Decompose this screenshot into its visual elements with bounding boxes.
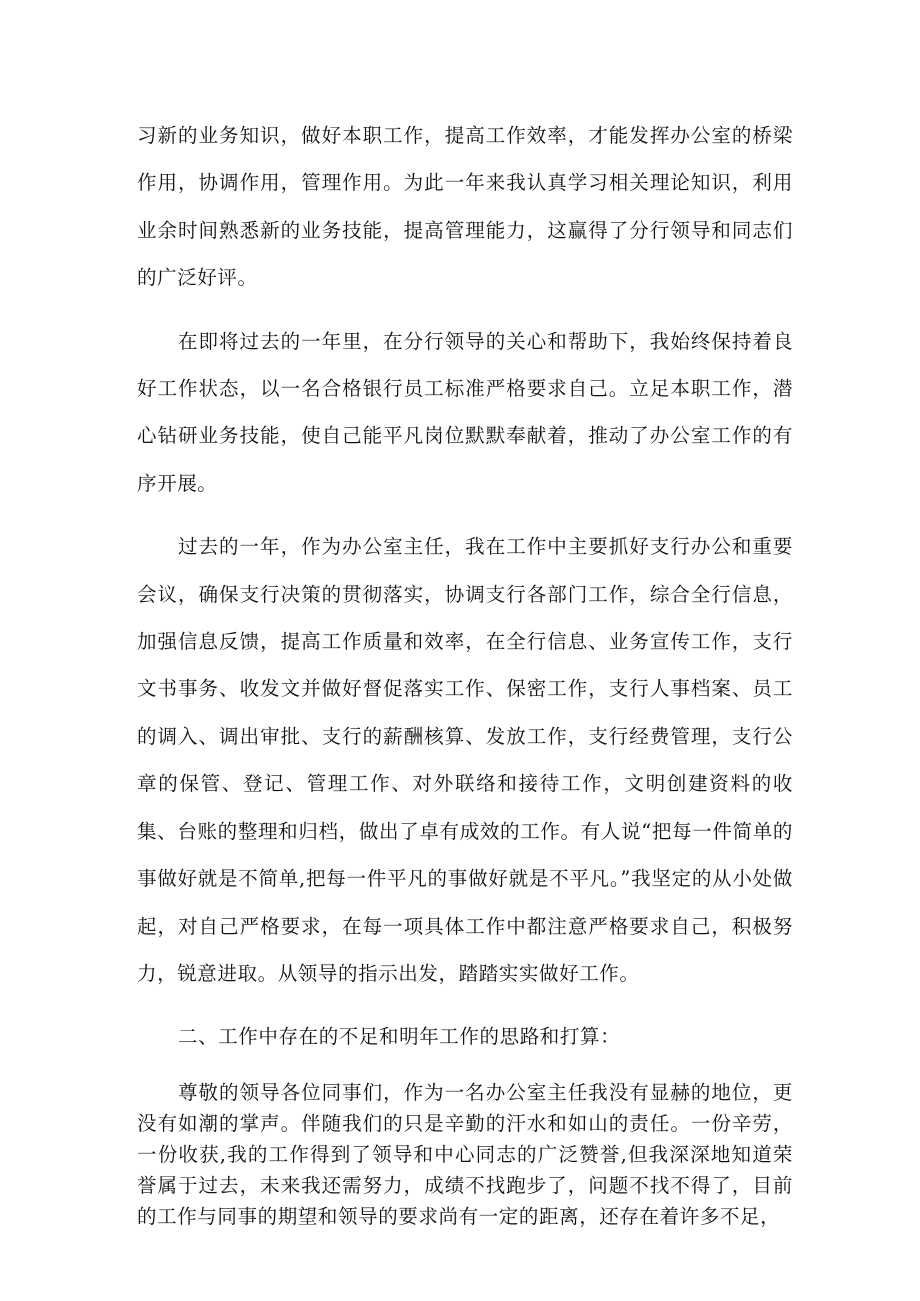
paragraph-gap	[137, 997, 793, 1013]
paragraph-gap	[137, 507, 793, 523]
paragraph-gap	[137, 1061, 793, 1077]
paragraph-5: 尊敬的领导各位同事们，作为一名办公室主任我没有显赫的地位，更没有如潮的掌声。伴随我们的只是辛勤的汗水和如山的责任。一份辛劳，一份收获,我的工作得到了领导和中心同志的广泛赞誉,但我深深地知道荣誉属于过去，未来我还需努力，成绩不找跑步了，问题不找不得了，目前的工作与同事的期望和领导的要求尚有一定的距离，还存在着许多不足，	[137, 1080, 793, 1228]
paragraph-2: 在即将过去的一年里，在分行领导的关心和帮助下，我始终保持着良好工作状态，以一名合格银行员工标准严格要求自己。立足本职工作，潜心钻研业务技能，使自己能平凡岗位默默奉献着，推动了办公室工作的有序开展。	[137, 329, 793, 495]
document-body	[137, 112, 793, 1232]
paragraph-gap	[137, 302, 793, 318]
paragraph-3: 过去的一年，作为办公室主任，我在工作中主要抓好支行办公和重要会议，确保支行决策的贯彻落实，协调支行各部门工作，综合全行信息，加强信息反馈，提高工作质量和效率，在全行信息、业务宣传工作，支行文书事务、收发文并做好督促落实工作、保密工作，支行人事档案、员工的调入、调出审批、支行的薪酬核算、发放工作，支行经费管理，支行公章的保管、登记、管理工作、对外联络和接待工作，文明创建资料的收集、台账的整理和归档，做出了卓有成效的工作。有人说“把每一件简单的事做好就是不简单,把每一件平凡的事做好就是不平凡。”我坚定的从小处做起，对自己严格要求，在每一项具体工作中都注意严格要求自己，积极努力，锐意进取。从领导的指示出发，踏踏实实做好工作。	[137, 535, 793, 985]
section-heading: 二、工作中存在的不足和明年工作的思路和打算：	[178, 1025, 621, 1049]
paragraph-1: 习新的业务知识，做好本职工作，提高工作效率，才能发挥办公室的桥梁作用，协调作用，管理作用。为此一年来我认真学习相关理论知识，利用业余时间熟悉新的业务技能，提高管理能力，这赢得了分行领导和同志们的广泛好评。	[137, 124, 793, 290]
